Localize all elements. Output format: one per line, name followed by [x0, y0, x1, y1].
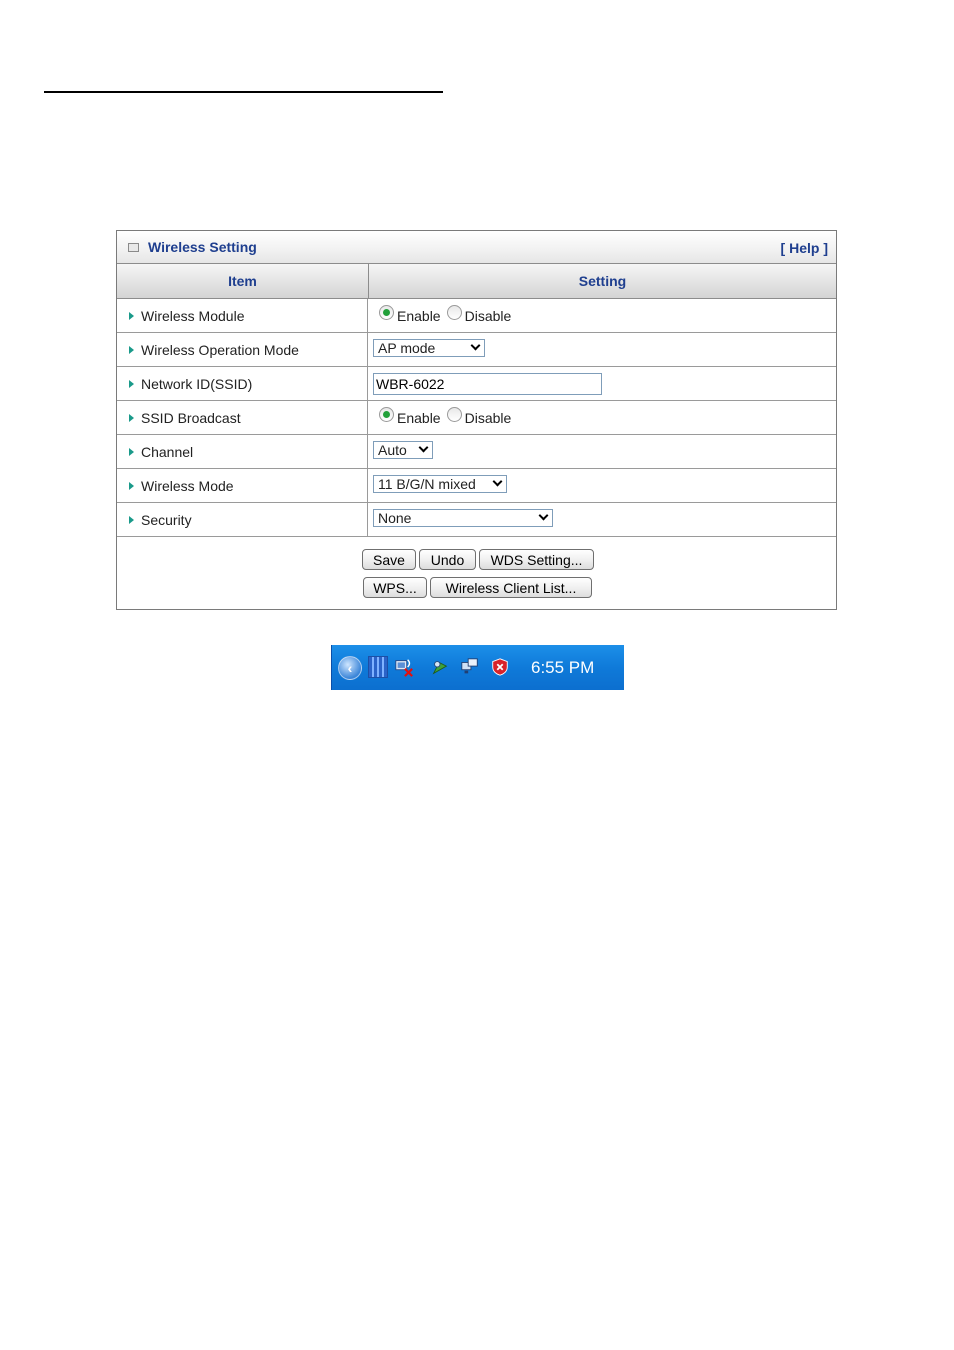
bullet-arrow-icon	[129, 380, 134, 388]
channel-value: Auto	[378, 441, 407, 458]
panel-header	[117, 231, 836, 264]
row-setting-cell	[368, 469, 836, 502]
chevron-down-icon	[471, 344, 480, 351]
wireless-setting-panel	[116, 230, 837, 610]
wireless-network-disconnected-icon[interactable]	[394, 656, 414, 678]
bullet-arrow-icon	[129, 482, 134, 490]
row-channel	[117, 435, 836, 469]
row-setting-cell	[368, 503, 836, 536]
undo-button[interactable]: Undo	[419, 549, 476, 570]
security-value: None	[378, 509, 412, 526]
wireless-module-label: Wireless Module	[141, 307, 245, 324]
panel-window-icon	[128, 243, 139, 252]
row-security	[117, 503, 836, 537]
chevron-down-icon	[493, 480, 502, 487]
ssid-broadcast-label: SSID Broadcast	[141, 409, 241, 426]
ssid-broadcast-disable-radio[interactable]	[447, 407, 462, 422]
row-label-cell	[117, 299, 368, 332]
row-ssid-broadcast	[117, 401, 836, 435]
save-button[interactable]: Save	[362, 549, 416, 570]
wireless-module-enable-radio[interactable]	[379, 305, 394, 320]
security-shield-icon[interactable]	[490, 656, 510, 678]
chevron-down-icon	[419, 446, 428, 453]
row-label-cell	[117, 333, 368, 366]
wireless-mode-value: 11 B/G/N mixed	[378, 475, 476, 492]
ssid-broadcast-disable-label: Disable	[464, 409, 512, 426]
operation-mode-select[interactable]	[373, 339, 485, 357]
wireless-module-enable-label: Enable	[397, 307, 441, 324]
row-operation-mode	[117, 333, 836, 367]
ssid-input[interactable]	[373, 373, 602, 395]
wds-setting-button[interactable]: WDS Setting...	[479, 549, 594, 570]
network-connection-icon[interactable]	[460, 656, 480, 678]
bullet-arrow-icon	[129, 414, 134, 422]
security-label: Security	[141, 511, 192, 528]
panel-title: Wireless Setting	[148, 239, 257, 255]
chevron-down-icon	[539, 514, 548, 521]
bullet-arrow-icon	[129, 516, 134, 524]
table-header	[117, 264, 836, 299]
show-hidden-icon[interactable]: ‹	[338, 656, 362, 680]
row-label-cell	[117, 469, 368, 502]
row-network-id	[117, 367, 836, 401]
help-link[interactable]: [ Help ]	[780, 240, 828, 256]
bullet-arrow-icon	[129, 312, 134, 320]
keyboard-icon[interactable]	[368, 656, 388, 678]
row-label-cell	[117, 367, 368, 400]
wireless-mode-label: Wireless Mode	[141, 477, 234, 494]
top-rule	[44, 91, 443, 93]
row-wireless-module	[117, 299, 836, 333]
channel-select[interactable]	[373, 441, 433, 459]
bullet-arrow-icon	[129, 346, 134, 354]
network-tool-icon[interactable]	[430, 656, 450, 678]
channel-label: Channel	[141, 443, 194, 460]
row-label-cell	[117, 503, 368, 536]
row-label-cell	[117, 435, 368, 468]
network-id-label: Network ID(SSID)	[141, 375, 253, 392]
wireless-module-disable-radio[interactable]	[447, 305, 462, 320]
row-setting-cell	[368, 435, 836, 468]
wireless-module-disable-label: Disable	[464, 307, 512, 324]
button-area	[117, 537, 836, 612]
row-setting-cell	[368, 333, 836, 366]
row-wireless-mode	[117, 469, 836, 503]
system-tray	[331, 645, 624, 690]
row-setting-cell	[368, 401, 836, 434]
row-setting-cell	[368, 367, 836, 400]
wps-button[interactable]: WPS...	[363, 577, 427, 598]
wireless-mode-select[interactable]	[373, 475, 507, 493]
wireless-client-list-button[interactable]: Wireless Client List...	[430, 577, 592, 598]
ssid-broadcast-enable-radio[interactable]	[379, 407, 394, 422]
operation-mode-label: Wireless Operation Mode	[141, 341, 299, 358]
column-header-setting: Setting	[578, 273, 627, 289]
row-label-cell	[117, 401, 368, 434]
clock[interactable]: 6:55 PM	[531, 658, 595, 677]
ssid-broadcast-enable-label: Enable	[397, 409, 441, 426]
row-setting-cell	[368, 299, 836, 332]
security-select[interactable]	[373, 509, 553, 527]
bullet-arrow-icon	[129, 448, 134, 456]
operation-mode-value: AP mode	[378, 339, 436, 356]
column-header-item: Item	[117, 264, 369, 298]
